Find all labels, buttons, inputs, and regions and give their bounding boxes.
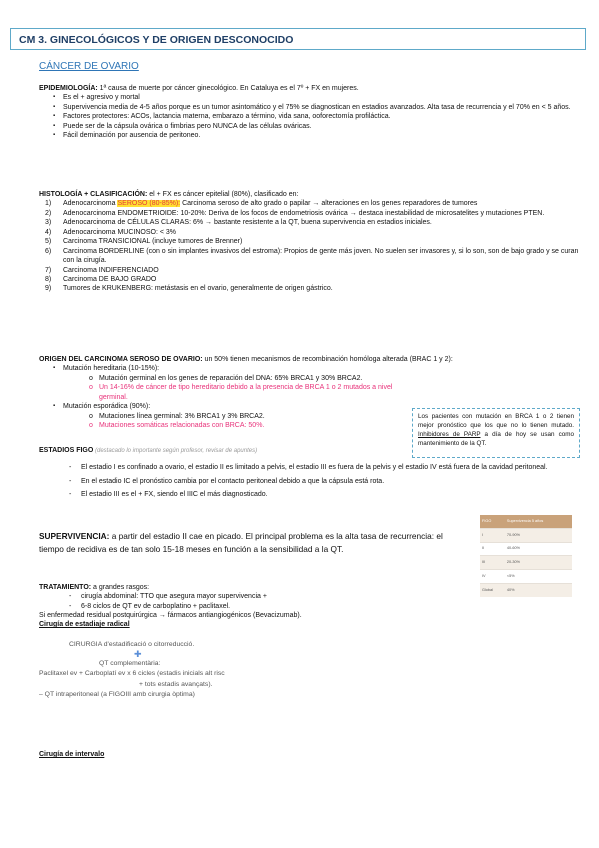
table-header: FIGO bbox=[480, 515, 505, 528]
list-item: ▪ Mutación esporádica (90%): bbox=[39, 402, 579, 411]
hereditaria-sublist bbox=[39, 374, 419, 402]
list-item: 5) Carcinoma TRANSICIONAL (incluye tumores de Brenner) bbox=[45, 238, 243, 246]
tratamiento-intro: a grandes rasgos: bbox=[91, 584, 150, 591]
list-item: 6) Carcinoma BORDERLINE (con o sin implantes invasivos del estroma): Propios de gente más joven. No suelen ser invasores y, si lo son, son de bajo grado y se curan con la cirugía. bbox=[45, 247, 579, 265]
histologia-list bbox=[39, 199, 579, 293]
list-item: ▪ Factores protectores: ACOs, lactancia materna, embarazo a término, vida sana, ooforectomía profiláctica. bbox=[39, 112, 579, 121]
estadios-list bbox=[39, 463, 559, 499]
epidemiologia-block bbox=[39, 84, 579, 141]
cirugia-intervalo-title: Cirugía de intervalo bbox=[39, 751, 105, 758]
cirugia-estadiaje-title: Cirugía de estadiaje radical bbox=[39, 621, 130, 628]
list-item: ▪ Puede ser de la cápsula ovárica o fimbrias pero NUNCA de las células ováricas. bbox=[39, 122, 579, 131]
tratamiento-list bbox=[39, 592, 579, 611]
list-item: - El estadio III es el + FX, siendo el IIIC el más diagnosticado. bbox=[39, 490, 559, 499]
table-row: Global 40% bbox=[480, 584, 572, 597]
esporadica-sublist bbox=[39, 412, 399, 431]
table-row: II 40-60% bbox=[480, 542, 572, 556]
header-box bbox=[10, 28, 586, 50]
origen-intro: un 50% tienen mecanismos de recombinación homóloga alterada (BRAC 1 y 2): bbox=[202, 356, 453, 363]
histologia-block bbox=[39, 190, 579, 294]
table-header: Supervivencia 5 años bbox=[505, 515, 572, 528]
estadios-hint: (destacado lo importante según profesor, revisar de apuntes) bbox=[93, 448, 258, 454]
table-row: IV <5% bbox=[480, 570, 572, 584]
list-item: - 6-8 ciclos de QT ev de carboplatino + paclitaxel. bbox=[39, 602, 579, 611]
list-item: 7) Carcinoma INDIFERENCIADO bbox=[45, 266, 159, 274]
estadios-label: ESTADIOS FIGO bbox=[39, 447, 94, 454]
origen-label: ORIGEN DEL CARCINOMA SEROSO DE OVARIO: bbox=[39, 356, 203, 363]
list-item: - El estadio I es confinado a ovario, el estadio II es limitado a pelvis, el estadio III es fuera de la pelvis y el estadio IV está fuera de la cavidad peritoneal. bbox=[39, 463, 559, 472]
table-row: III 20-30% bbox=[480, 556, 572, 570]
list-item: o Mutaciones línea germinal: 3% BRCA1 y 3% BRCA2. bbox=[39, 412, 399, 421]
list-item: - cirugía abdominal: TTO que asegura mayor supervivencia + bbox=[39, 592, 579, 601]
list-item: ▪ Fácil deminación por ausencia de peritoneo. bbox=[39, 131, 579, 140]
list-item: o Mutaciones somáticas relacionadas con BRCA: 50%. bbox=[39, 421, 399, 430]
section-title: CÁNCER DE OVARIO bbox=[39, 61, 139, 72]
supervivencia-label: SUPERVIVENCIA: bbox=[39, 531, 110, 541]
brca-note-box: Los pacientes con mutación en BRCA 1 o 2 tienen mejor pronóstico que los que no lo tienen mutado. Inhibidores de PARP a día de hoy se usan como mantenimiento de la QT. bbox=[412, 408, 580, 458]
seroso-highlight: SEROSO (80-85%): bbox=[117, 200, 181, 208]
epidemiologia-label: EPIDEMIOLOGÍA: bbox=[39, 85, 98, 92]
list-item: 4) Adenocarcinoma MUCINOSO: < 3% bbox=[45, 228, 177, 236]
epidemiologia-list bbox=[39, 93, 579, 140]
table-row: I 70-90% bbox=[480, 528, 572, 542]
list-item: 3) Adenocarcinoma de CÉLULAS CLARAS: 6% → bastante resistente a la QT, buena supervivencia en estadios iniciales. bbox=[45, 219, 432, 227]
plus-icon: ✚ bbox=[134, 649, 142, 660]
scheme-image: CIRURGIA d'estadificació o citorreducció. ✚ QT complementària: Paclitaxel ev + Carboplatí ev x 6 cicles (estadis inicials alt risc + tots estadis avançats). – QT intraperitoneal (a FIGOIII amb cirurgia òptima) bbox=[39, 641, 225, 698]
supervivencia-block bbox=[39, 530, 469, 557]
origen-list bbox=[39, 364, 579, 373]
list-item: 8) Carcinoma DE BAJO GRADO bbox=[45, 275, 157, 283]
list-item: o Un 14-16% de cáncer de tipo hereditario debido a la presencia de BRCA 1 o 2 mutados a nivel germinal. bbox=[39, 383, 419, 402]
histologia-intro: el + FX es cáncer epitelial (80%), clasificado en: bbox=[147, 191, 299, 198]
list-item: - En el estadio IC el pronóstico cambia por el contacto peritoneal debido a que la cápsula está rota. bbox=[39, 477, 559, 486]
list-item: 9) Tumores de KRUKENBERG: metástasis en el ovario, generalmente de origen gástrico. bbox=[45, 285, 333, 293]
epidemiologia-intro: 1ª causa de muerte por cáncer ginecológico. En Cataluya es el 7º + FX en mujeres. bbox=[97, 85, 359, 92]
tratamiento-residual: Si enfermedad residual postquirúrgica → fármacos antiangiogénicos (Bevacizumab). bbox=[39, 612, 302, 620]
parp-link: Inhibidores de PARP bbox=[418, 431, 481, 439]
list-item: ▪ Es el + agresivo y mortal bbox=[39, 93, 579, 102]
page-title: CM 3. GINECOLÓGICOS Y DE ORIGEN DESCONOCIDO bbox=[19, 34, 294, 46]
list-item: ▪ Supervivencia media de 4-5 años porque es un tumor asintomático y el 75% se diagnostican en estadios avanzados. Alta tasa de recurrencia y el 70% en < 5 años. bbox=[39, 103, 579, 112]
tratamiento-label: TRATAMIENTO: bbox=[39, 584, 92, 591]
supervivencia-text: a partir del estadio II cae en picado. El principal problema es la alta tasa de recurrencia: el tiempo de recidiva es de tan solo 15-18 meses en función a la sensibilidad a la QT. bbox=[39, 531, 443, 555]
estadios-block bbox=[39, 446, 579, 500]
tratamiento-block bbox=[39, 583, 579, 621]
list-item: o Mutación germinal en los genes de reparación del DNA: 65% BRCA1 y 30% BRCA2. bbox=[39, 374, 419, 383]
list-item: ▪ Mutación hereditaria (10-15%): bbox=[39, 364, 579, 373]
histologia-label: HISTOLOGÍA + CLASIFICACIÓN: bbox=[39, 191, 148, 198]
list-item: 1) Adenocarcinoma SEROSO (80-85%): Carcinoma seroso de alto grado o papilar → alteraciones en los genes reparadores de tumores bbox=[45, 200, 478, 208]
list-item: 2) Adenocarcinoma ENDOMETRIOIDE: 10-20%: Deriva de los focos de endometriosis ovárica → destaca inestabilidad de microsatelites y mutaciones PTEN. bbox=[45, 209, 545, 217]
